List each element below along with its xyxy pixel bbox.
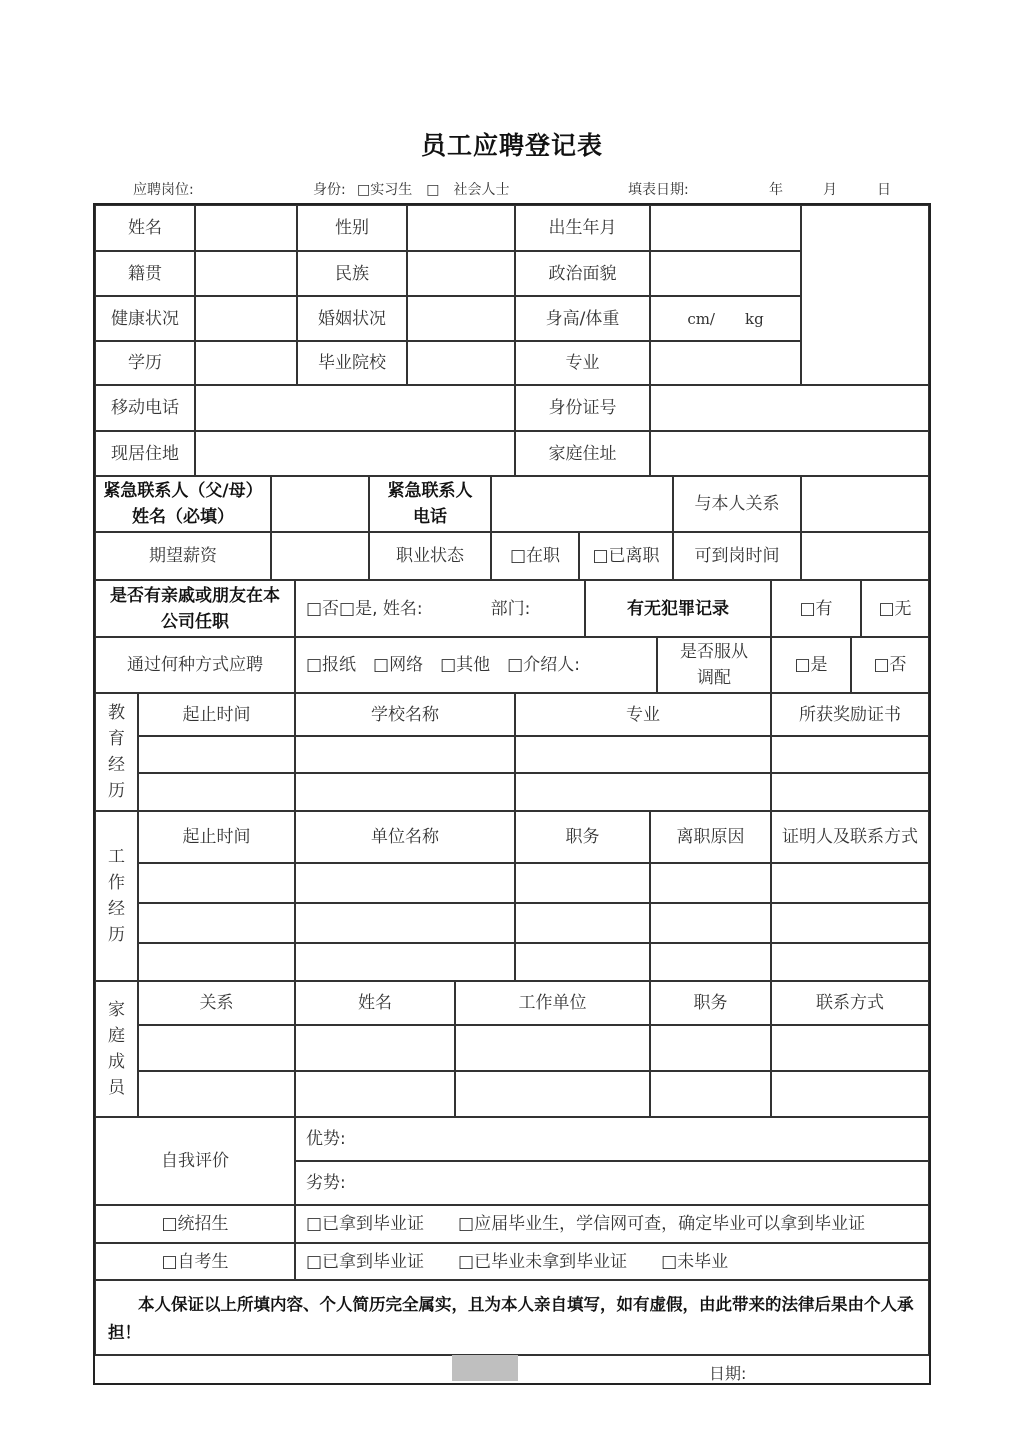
relatives-question: 是否有亲戚或朋友在本公司任职 — [95, 580, 295, 637]
table-cell[interactable] — [515, 903, 650, 943]
work-col-reason: 离职原因 — [650, 811, 771, 863]
mobile-field[interactable] — [195, 385, 515, 431]
health-field[interactable] — [195, 296, 297, 341]
birth-field[interactable] — [650, 205, 801, 251]
table-cell[interactable] — [295, 1071, 455, 1117]
relation-label: 与本人关系 — [673, 476, 801, 532]
current-addr-field[interactable] — [195, 431, 515, 476]
criminal-record-label: 有无犯罪记录 — [585, 580, 771, 637]
family-col-name: 姓名 — [295, 981, 455, 1025]
table-cell[interactable] — [515, 736, 771, 773]
major-label: 专业 — [515, 341, 650, 385]
name-label: 姓名 — [95, 205, 195, 251]
table-cell[interactable] — [295, 903, 515, 943]
table-cell[interactable] — [138, 736, 295, 773]
day-label: 日 — [877, 182, 891, 198]
home-addr-field[interactable] — [650, 431, 929, 476]
table-cell[interactable] — [515, 773, 771, 811]
table-cell[interactable] — [138, 1025, 295, 1071]
work-side-label: 工作经历 — [95, 811, 138, 981]
table-cell[interactable] — [138, 1071, 295, 1117]
work-col-period: 起止时间 — [138, 811, 295, 863]
emergency-name-label: 紧急联系人（父/母）姓名（必填） — [95, 476, 271, 532]
table-cell[interactable] — [295, 736, 515, 773]
table-cell[interactable] — [771, 1025, 929, 1071]
table-cell[interactable] — [295, 943, 515, 981]
table-cell[interactable] — [138, 863, 295, 903]
month-label: 月 — [823, 182, 837, 198]
native-label: 籍贯 — [95, 251, 195, 296]
job-status-label: 职业状态 — [369, 532, 491, 580]
political-label: 政治面貌 — [515, 251, 650, 296]
marital-field[interactable] — [407, 296, 515, 341]
major-field[interactable] — [650, 341, 801, 385]
relatives-options[interactable]: □否□是, 姓名: 部门: — [295, 580, 585, 637]
table-cell[interactable] — [455, 1071, 650, 1117]
education-label: 学历 — [95, 341, 195, 385]
native-field[interactable] — [195, 251, 297, 296]
table-cell[interactable] — [771, 863, 929, 903]
school-field[interactable] — [407, 341, 515, 385]
health-label: 健康状况 — [95, 296, 195, 341]
education-field[interactable] — [195, 341, 297, 385]
fill-date-label: 填表日期: — [628, 182, 689, 198]
work-col-company: 单位名称 — [295, 811, 515, 863]
political-field[interactable] — [650, 251, 801, 296]
family-col-contact: 联系方式 — [771, 981, 929, 1025]
table-cell[interactable] — [295, 863, 515, 903]
self-eval-label: 自我评价 — [95, 1117, 295, 1205]
education-side-label: 教育经历 — [95, 693, 138, 811]
table-cell[interactable] — [771, 773, 929, 811]
table-cell[interactable] — [650, 903, 771, 943]
table-cell[interactable] — [650, 863, 771, 903]
available-time-label: 可到岗时间 — [673, 532, 801, 580]
gender-label: 性别 — [297, 205, 407, 251]
unified-options[interactable]: □已拿到毕业证 □应届毕业生，学信网可查，确定毕业可以拿到毕业证 — [295, 1205, 929, 1243]
current-addr-label: 现居住地 — [95, 431, 195, 476]
weakness-field[interactable]: 劣势: — [295, 1161, 929, 1205]
edu-col-awards: 所获奖励证书 — [771, 693, 929, 736]
ethnic-label: 民族 — [297, 251, 407, 296]
table-cell[interactable] — [771, 943, 929, 981]
on-job-checkbox[interactable]: □在职 — [491, 532, 579, 580]
table-cell[interactable] — [650, 1071, 771, 1117]
criminal-none-checkbox[interactable]: □无 — [861, 580, 929, 637]
edu-col-period: 起止时间 — [138, 693, 295, 736]
photo-box[interactable] — [801, 205, 929, 385]
table-cell[interactable] — [138, 943, 295, 981]
school-label: 毕业院校 — [297, 341, 407, 385]
identity-label: 身份: — [313, 182, 346, 198]
self-exam-options[interactable]: □已拿到毕业证 □已毕业未拿到毕业证 □未毕业 — [295, 1243, 929, 1280]
family-col-employer: 工作单位 — [455, 981, 650, 1025]
table-cell[interactable] — [771, 903, 929, 943]
height-weight-label: 身高/体重 — [515, 296, 650, 341]
declaration-text: 本人保证以上所填内容、个人简历完全属实，且为本人亲自填写，如有虚假，由此带来的法律后果由个人承担！ — [95, 1280, 929, 1355]
idno-label: 身份证号 — [515, 385, 650, 431]
form-title: 员工应聘登记表 — [420, 131, 603, 160]
strength-field[interactable]: 优势: — [295, 1117, 929, 1161]
edu-col-school: 学校名称 — [295, 693, 515, 736]
mobile-label: 移动电话 — [95, 385, 195, 431]
channel-options[interactable]: □报纸 □网络 □其他 □介绍人: — [295, 637, 657, 693]
table-cell[interactable] — [650, 943, 771, 981]
table-cell[interactable] — [138, 773, 295, 811]
available-time-field[interactable] — [801, 532, 929, 580]
home-addr-label: 家庭住址 — [515, 431, 650, 476]
expected-salary-label: 期望薪资 — [95, 532, 271, 580]
table-cell[interactable] — [295, 773, 515, 811]
table-cell[interactable] — [771, 736, 929, 773]
gender-field[interactable] — [407, 205, 515, 251]
date-label: 日期: — [709, 1364, 747, 1383]
idno-field[interactable] — [650, 385, 929, 431]
unified-checkbox[interactable]: □统招生 — [95, 1205, 295, 1243]
position-label: 应聘岗位: — [133, 182, 194, 198]
table-cell[interactable] — [771, 1071, 929, 1117]
signature-redaction — [452, 1355, 518, 1381]
table-cell[interactable] — [138, 903, 295, 943]
table-cell[interactable] — [650, 1025, 771, 1071]
edu-col-major: 专业 — [515, 693, 771, 736]
birth-label: 出生年月 — [515, 205, 650, 251]
table-cell[interactable] — [295, 1025, 455, 1071]
application-form — [93, 203, 931, 1385]
expected-salary-field[interactable] — [271, 532, 369, 580]
criminal-has-checkbox[interactable]: □有 — [771, 580, 861, 637]
table-cell[interactable] — [455, 1025, 650, 1071]
emergency-name-field[interactable] — [271, 476, 369, 532]
relation-field[interactable] — [801, 476, 929, 532]
ethnic-field[interactable] — [407, 251, 515, 296]
height-weight-field[interactable]: cm/ kg — [650, 296, 801, 341]
name-field[interactable] — [195, 205, 297, 251]
emergency-phone-label: 紧急联系人电话 — [369, 476, 491, 532]
work-col-position: 职务 — [515, 811, 650, 863]
obey-no-checkbox[interactable]: □否 — [851, 637, 929, 693]
self-exam-checkbox[interactable]: □自考生 — [95, 1243, 295, 1280]
table-cell[interactable] — [515, 943, 650, 981]
marital-label: 婚姻状况 — [297, 296, 407, 341]
channel-label: 通过何种方式应聘 — [95, 637, 295, 693]
family-col-relation: 关系 — [138, 981, 295, 1025]
identity-options[interactable]: □实习生 □ 社会人士 — [357, 182, 510, 198]
obey-yes-checkbox[interactable]: □是 — [771, 637, 851, 693]
year-label: 年 — [769, 182, 783, 198]
table-cell[interactable] — [515, 863, 650, 903]
family-side-label: 家庭成员 — [95, 981, 138, 1117]
obey-assignment-label: 是否服从调配 — [657, 637, 771, 693]
family-col-position: 职务 — [650, 981, 771, 1025]
left-job-checkbox[interactable]: □已离职 — [579, 532, 673, 580]
work-col-reference: 证明人及联系方式 — [771, 811, 929, 863]
emergency-phone-field[interactable] — [491, 476, 673, 532]
